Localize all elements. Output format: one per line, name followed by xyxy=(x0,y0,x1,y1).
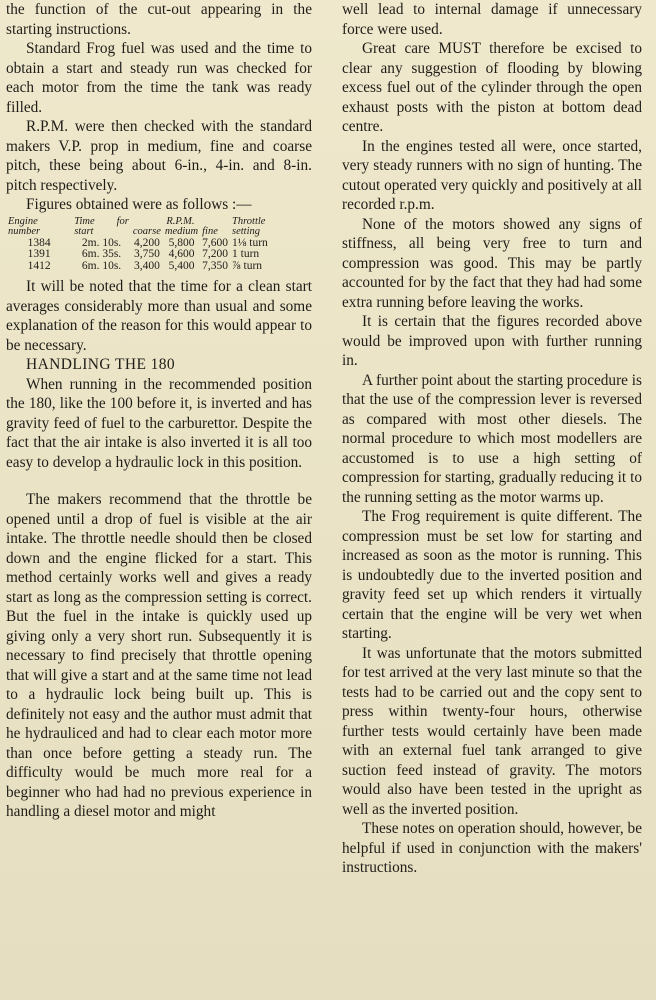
engine-number-cell: 1391 xyxy=(27,248,51,260)
paragraph: A further point about the starting procedure is that the use of the compression lever is reversed as compared with most other diesels. The normal procedure to which most modellers are accustomed is to use a high setting of compression for starting, gradually reducing it to the running setting as the motor warms up. xyxy=(342,371,642,506)
section-heading: HANDLING THE 180 xyxy=(26,356,176,373)
header-throttle-setting: Throttle setting xyxy=(232,215,266,237)
fine-cell: 7,200 xyxy=(202,248,228,260)
paragraph: When running in the recommended position the 180, like the 100 before it, is inverted and has gravity feed of fuel to the carburettor. Despite the fact that the air intake is also inverted it is all too easy to develop a hydraulic lock in this position. xyxy=(6,375,312,471)
header-rpm: R.P.M. xyxy=(166,215,195,227)
fine-cell: 7,350 xyxy=(202,259,228,272)
time-cell: 6m. 35s. xyxy=(81,248,122,260)
results-table xyxy=(6,217,296,273)
paragraph: Standard Frog fuel was used and the time to obtain a start and steady run was checked for each motor from the time the tank was ready filled. xyxy=(6,40,312,116)
header-fine: fine xyxy=(202,226,218,237)
header-engine-number: Engine number xyxy=(8,215,41,237)
header-medium: medium xyxy=(164,226,199,237)
fine-cell: 7,600 xyxy=(202,236,228,249)
paragraph: None of the motors showed any signs of stiffness, all being very free to turn and compression was good. This may be partly accounted for by the fact that they had had some extra running before leaving the works. xyxy=(342,215,642,311)
paragraph: the function of the cut-out appearing in the starting instructions. xyxy=(6,1,312,38)
paragraph: It is certain that the figures recorded above would be improved upon with further running in. xyxy=(342,313,642,369)
throttle-cell: 1⅛ turn xyxy=(232,236,268,249)
header-time-for-start: Time for start xyxy=(74,215,129,237)
throttle-cell: ⅞ turn xyxy=(232,259,263,272)
header-coarse: coarse xyxy=(132,226,161,237)
coarse-cell: 3,400 xyxy=(133,259,160,272)
time-cell: 2m. 10s. xyxy=(81,236,122,249)
medium-cell: 4,600 xyxy=(168,248,195,260)
medium-cell: 5,800 xyxy=(168,236,195,249)
throttle-cell: 1 turn xyxy=(232,248,260,260)
engine-number-cell: 1412 xyxy=(27,259,51,272)
paragraph: Figures obtained were as follows :— xyxy=(26,196,252,213)
paragraph: In the engines tested all were, once started, very steady runners with no sign of hunting. The cutout operated very quickly and positively at all recorded r.p.m. xyxy=(342,137,642,213)
paragraph: It will be noted that the time for a clean start averages considerably more than usual and some explanation of the reason for this would appear to be necessary. xyxy=(6,278,312,354)
coarse-cell: 4,200 xyxy=(133,236,160,249)
left-column xyxy=(6,0,312,1000)
paragraph: It was unfortunate that the motors submitted for test arrived at the very last minute so that the tests had to be carried out and the copy sent to press within twenty-four hours, otherwise further tests would certainly have been made with an external fuel tank arranged to give suction feed instead of gravity. The motors would also have been tested in the upright as well as the inverted position. xyxy=(342,644,642,818)
engine-number-cell: 1384 xyxy=(27,236,51,249)
time-cell: 6m. 10s. xyxy=(81,259,122,272)
paragraph: The Frog requirement is quite different. The compression must be set low for starting and increased as soon as the motor is running. This is undoubtedly due to the inverted position and gravity feed set up which renders it virtually certain that the engine will be very wet when starting. xyxy=(342,508,642,642)
right-column xyxy=(342,0,642,1000)
table-row xyxy=(6,261,296,273)
paragraph: These notes on operation should, however, be helpful if used in conjunction with the makers' instructions. xyxy=(342,820,642,876)
table-row xyxy=(6,249,296,261)
paragraph: Great care MUST therefore be excised to clear any suggestion of flooding by blowing excess fuel out of the cylinder through the open exhaust posts with the piston at bottom dead centre. xyxy=(342,40,642,135)
paragraph: The makers recommend that the throttle be opened until a drop of fuel is visible at the air intake. The throttle needle should then be closed down and the engine flicked for a start. This method certainly works well and gives a ready start as long as the compression setting is correct. But the fuel in the intake is quickly used up giving only a very short run. Subsequently it is necessary to find precisely that throttle opening that will give a start and at the same time not lead to a hydraulic lock being built up. This is definitely not easy and the author must admit that he hydrauliced and had to clear each motor more than once before getting a steady run. The difficulty would be much more real for a beginner who had had no previous experience in handling a diesel motor and might xyxy=(6,491,312,820)
coarse-cell: 3,750 xyxy=(133,248,160,260)
paragraph: R.P.M. were then checked with the standard makers V.P. prop in medium, fine and coarse pitch, these being about 6-in., 4-in. and 8-in. pitch respectively. xyxy=(6,118,312,194)
paragraph: well lead to internal damage if unnecessary force were used. xyxy=(342,1,642,38)
medium-cell: 5,400 xyxy=(168,259,195,272)
